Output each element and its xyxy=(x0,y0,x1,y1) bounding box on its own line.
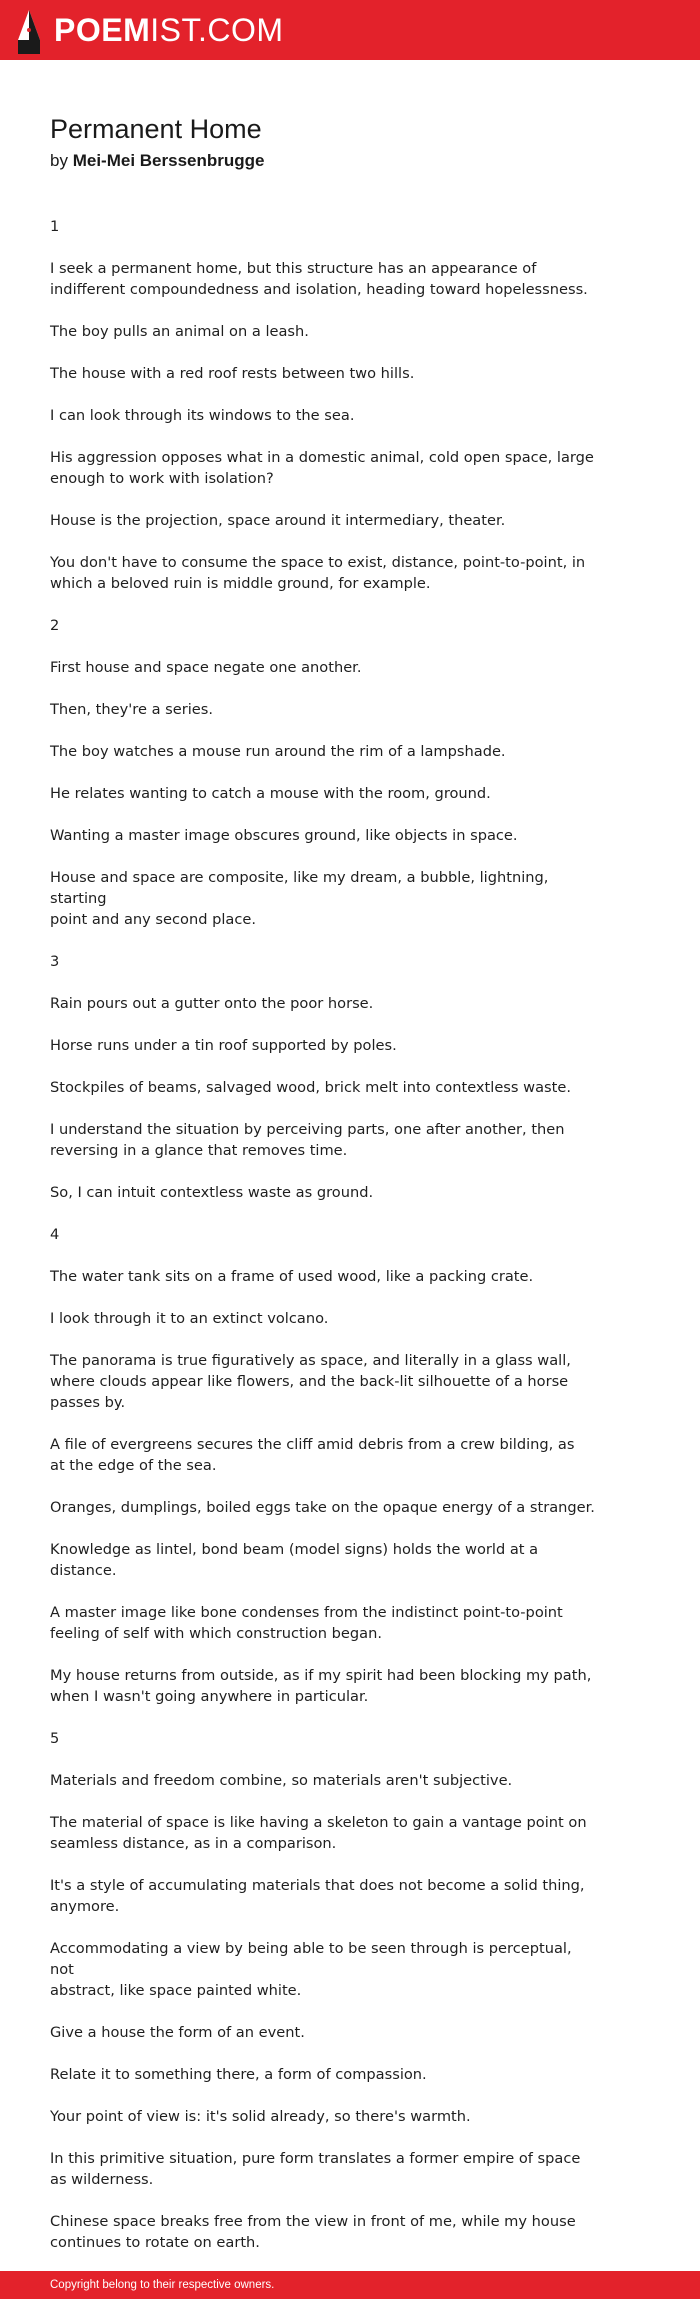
site-logo[interactable] xyxy=(54,14,284,46)
poem-stanza: Accommodating a view by being able to be seen through is perceptual, not abstract, like space painted white. xyxy=(50,1940,572,1999)
poem-stanza: House and space are composite, like my dream, a bubble, lightning, starting point and any second place. xyxy=(50,869,549,928)
poem-stanza: Knowledge as lintel, bond beam (model signs) holds the world at a distance. xyxy=(50,1541,539,1579)
poem-stanza: The water tank sits on a frame of used wood, like a packing crate. xyxy=(50,1268,534,1285)
poem-stanza: House is the projection, space around it intermediary, theater. xyxy=(50,512,506,529)
byline xyxy=(50,150,650,172)
byline-prefix: by xyxy=(50,151,68,170)
pen-nib-icon[interactable] xyxy=(16,4,42,56)
site-header xyxy=(0,0,700,60)
poem-stanza: Your point of view is: it's solid already, so there's warmth. xyxy=(50,2108,471,2125)
poem-title: Permanent Home xyxy=(50,114,262,144)
poem-stanza: I look through it to an extinct volcano. xyxy=(50,1310,329,1327)
poem-stanza: In this primitive situation, pure form translates a former empire of space as wilderness. xyxy=(50,2150,581,2188)
poem-stanza: So, I can intuit contextless waste as ground. xyxy=(50,1184,374,1201)
poem-stanza: Stockpiles of beams, salvaged wood, brick melt into contextless waste. xyxy=(50,1079,571,1096)
poem-stanza: Wanting a master image obscures ground, like objects in space. xyxy=(50,827,518,844)
poem-stanza: My house returns from outside, as if my spirit had been blocking my path, when I wasn't going anywhere in particular. xyxy=(50,1667,592,1705)
poem-stanza: It's a style of accumulating materials that does not become a solid thing, anymore. xyxy=(50,1877,585,1915)
poem-stanza: First house and space negate one another. xyxy=(50,659,362,676)
poem-stanza: Horse runs under a tin roof supported by poles. xyxy=(50,1037,397,1054)
poem-stanza: The boy pulls an animal on a leash. xyxy=(50,323,309,340)
poem-stanza: The boy watches a mouse run around the rim of a lampshade. xyxy=(50,743,506,760)
poem-header xyxy=(50,112,650,172)
poem-stanza: The panorama is true figuratively as space, and literally in a glass wall, where clouds appear like flowers, and the back-lit silhouette of a horse passes by. xyxy=(50,1352,571,1411)
poem-stanza: 3 xyxy=(50,953,60,970)
poem-stanza: 5 xyxy=(50,1730,60,1747)
poem-stanza: Then, they're a series. xyxy=(50,701,214,718)
poem-stanza: I can look through its windows to the sea. xyxy=(50,407,355,424)
poem-stanza: His aggression opposes what in a domestic animal, cold open space, large enough to work with isolation? xyxy=(50,449,594,487)
poem-stanza: You don't have to consume the space to exist, distance, point-to-point, in which a beloved ruin is middle ground, for example. xyxy=(50,554,586,592)
author-name[interactable]: Mei-Mei Berssenbrugge xyxy=(72,151,265,170)
poem-stanza: The material of space is like having a skeleton to gain a vantage point on seamless distance, as in a comparison. xyxy=(50,1814,587,1852)
poem-stanza: Give a house the form of an event. xyxy=(50,2024,305,2041)
logo-light-text: IST.COM xyxy=(150,12,284,48)
poem-stanza: I understand the situation by perceiving parts, one after another, then reversing in a glance that removes time. xyxy=(50,1121,565,1159)
poem-stanza: Rain pours out a gutter onto the poor horse. xyxy=(50,995,374,1012)
poem-stanza: Materials and freedom combine, so materials aren't subjective. xyxy=(50,1772,513,1789)
poem-stanza: A master image like bone condenses from the indistinct point-to-point feeling of self with which construction began. xyxy=(50,1604,563,1642)
poem-stanza: Relate it to something there, a form of compassion. xyxy=(50,2066,427,2083)
poem-stanza: A file of evergreens secures the cliff amid debris from a crew bilding, as at the edge of the sea. xyxy=(50,1436,575,1474)
poem-stanza: I seek a permanent home, but this structure has an appearance of indifferent compoundedness and isolation, heading toward hopelessness. xyxy=(50,260,588,298)
poem-body xyxy=(50,216,595,2274)
copyright-text: Copyright belong to their respective owners. xyxy=(50,2279,275,2291)
poem-stanza: 4 xyxy=(50,1226,60,1243)
site-footer xyxy=(0,2271,700,2299)
poem-stanza: 1 xyxy=(50,218,60,235)
poem-stanza: Oranges, dumplings, boiled eggs take on the opaque energy of a stranger. xyxy=(50,1499,595,1516)
poem-stanza: The house with a red roof rests between two hills. xyxy=(50,365,415,382)
poem-stanza: Chinese space breaks free from the view in front of me, while my house continues to rotate on earth. xyxy=(50,2213,576,2251)
logo-strong-text: POEM xyxy=(54,12,151,48)
poem-stanza: He relates wanting to catch a mouse with the room, ground. xyxy=(50,785,491,802)
poem-stanza: 2 xyxy=(50,617,60,634)
